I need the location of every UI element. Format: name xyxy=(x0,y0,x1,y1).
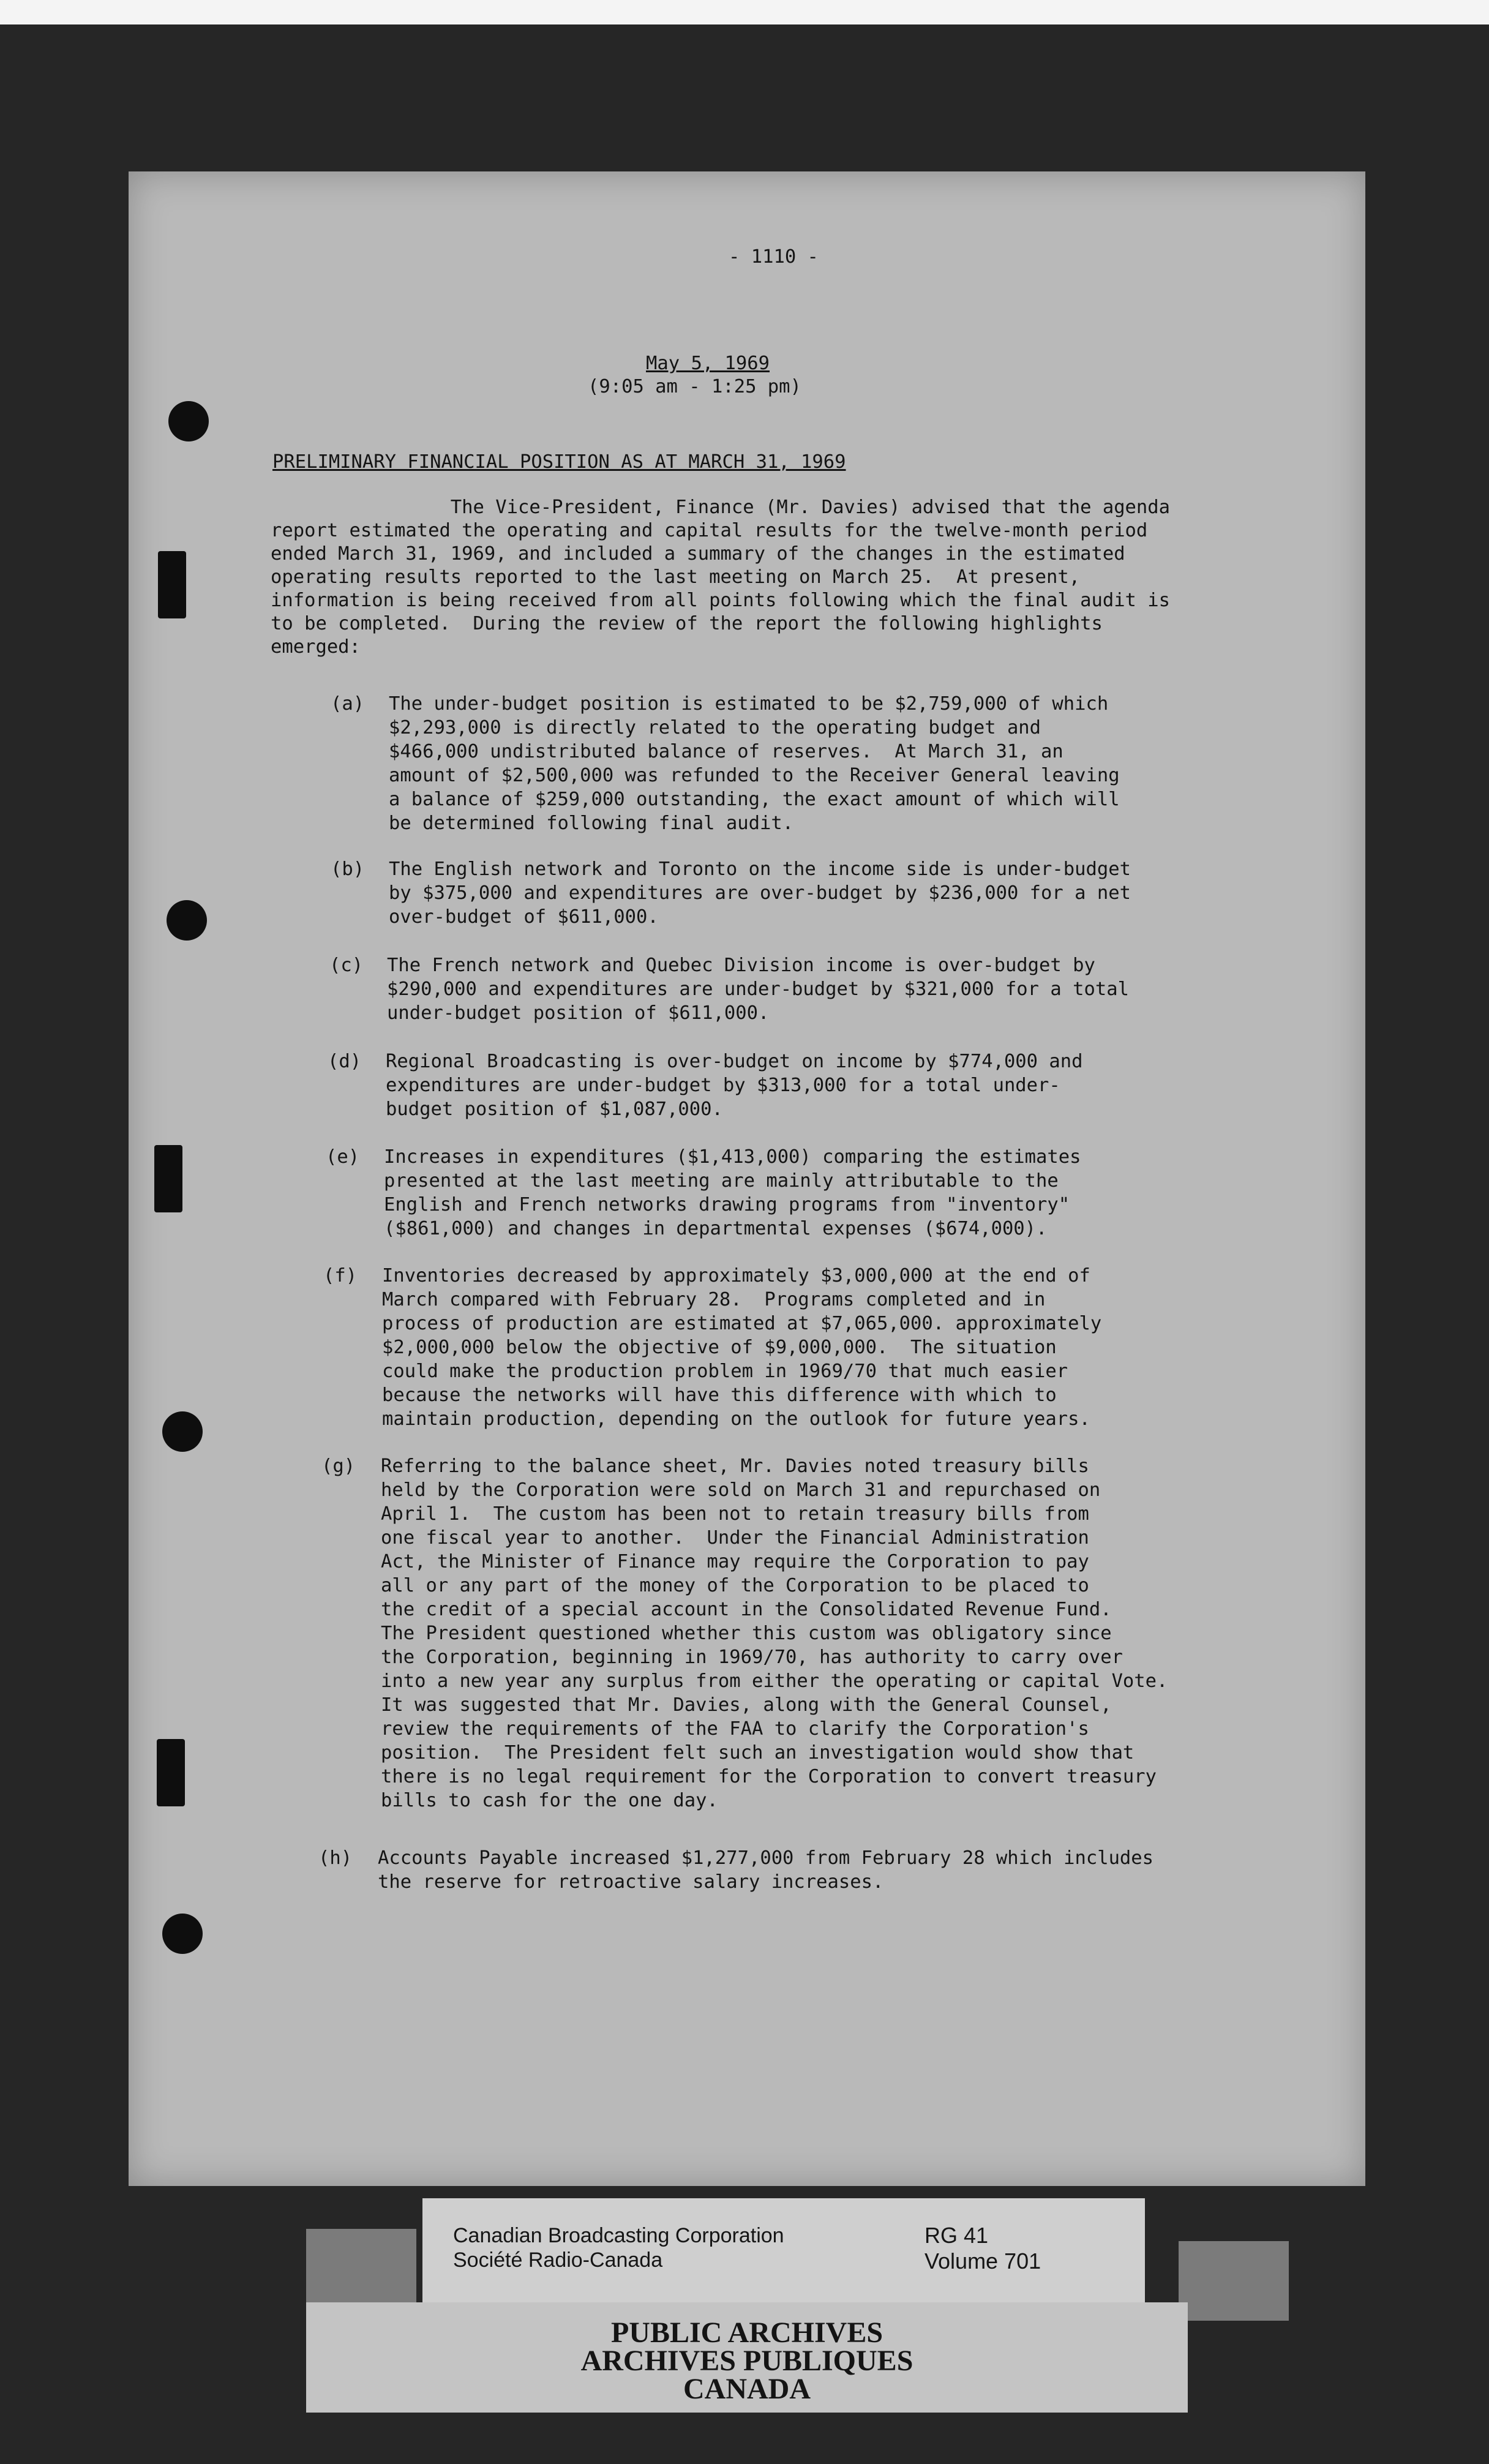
item-text-h: Accounts Payable increased $1,277,000 from February 28 which includes the reserve for retroactive salary increases. xyxy=(378,1847,1154,1893)
item-label-f: (f) xyxy=(323,1265,358,1286)
record-group: RG 41 xyxy=(925,2223,989,2248)
punch-hole xyxy=(162,1914,203,1954)
item-text-f: Inventories decreased by approximately $3,000,000 at the end of March compared with February 28. Programs completed and in process of production are estimated at $7,065,000. approximately $2,000,000 below the objective of $9,000,000. The situation could make the production problem in 1969/70 that much easier because the networks will have this difference with which to maintain production, depending on the outlook for future years. xyxy=(382,1265,1102,1430)
punch-slot xyxy=(158,551,186,618)
page-number: - 1110 - xyxy=(729,246,819,268)
archive-stamp xyxy=(306,2302,1188,2413)
stamp-line-2: ARCHIVES PUBLIQUES xyxy=(580,2345,913,2377)
item-label-e: (e) xyxy=(326,1146,360,1168)
archive-label-card xyxy=(422,2198,1145,2302)
punch-hole xyxy=(162,1411,203,1452)
binder-clip-left xyxy=(306,2229,416,2308)
punch-hole xyxy=(168,401,209,441)
punch-hole xyxy=(167,900,207,941)
item-text-g: Referring to the balance sheet, Mr. Davies noted treasury bills held by the Corporation were sold on March 31 and repurchased on April 1. The custom has been not to retain treasury bills from one fiscal year to another. Under the Financial Administration Act, the Minister of Finance may require the Corporation to pay all or any part of the money of the Corporation to be placed to the credit of a special account in the Consolidated Revenue Fund. The President questioned whether this custom was obligatory since the Corporation, beginning in 1969/70, has authority to carry over into a new year any surplus from either the operating or capital Vote. It was suggested that Mr. Davies, along with the General Counsel, review the requirements of the FAA to clarify the Corporation's position. The President felt such an investigation would show that there is no legal requirement for the Corporation to convert treasury bills to cash for the one day. xyxy=(381,1455,1168,1811)
item-text-e: Increases in expenditures ($1,413,000) comparing the estimates presented at the last meeting are mainly attributable to the English and French networks drawing programs from "inventory" ($861,000) and changes in departmental expenses ($674,000). xyxy=(384,1146,1081,1239)
meeting-date: May 5, 1969 xyxy=(646,353,770,374)
item-text-c: The French network and Quebec Division income is over-budget by $290,000 and expenditures are under-budget by $321,000 for a total under-budget position of $611,000. xyxy=(387,955,1129,1024)
item-text-d: Regional Broadcasting is over-budget on income by $774,000 and expenditures are under-budget by $313,000 for a total under- budget position of $1,087,000. xyxy=(386,1051,1083,1120)
item-label-a: (a) xyxy=(331,693,365,715)
item-label-c: (c) xyxy=(329,955,364,976)
archive-org-french: Société Radio-Canada xyxy=(453,2248,663,2272)
meeting-time: (9:05 am - 1:25 pm) xyxy=(588,376,801,397)
item-label-b: (b) xyxy=(331,858,365,880)
archive-org-english: Canadian Broadcasting Corporation xyxy=(453,2224,784,2247)
punch-slot xyxy=(157,1739,185,1806)
item-label-d: (d) xyxy=(328,1051,362,1072)
item-label-g: (g) xyxy=(321,1455,356,1477)
top-margin-strip xyxy=(0,0,1489,24)
punch-slot xyxy=(154,1145,182,1212)
stamp-line-3: CANADA xyxy=(683,2373,811,2405)
item-text-b: The English network and Toronto on the income side is under-budget by $375,000 and expenditures are over-budget by $236,000 for a net over-budget of $611,000. xyxy=(389,858,1131,928)
volume-number: Volume 701 xyxy=(925,2248,1041,2274)
intro-paragraph: The Vice-President, Finance (Mr. Davies) advised that the agenda report estimated the operating and capital results for the twelve-month period ended March 31, 1969, and included a summary of the changes in the estimated operating results reported to the last meeting on March 25. At present, information is being received from all points following which the final audit is to be completed. During the review of the report the following highlights emerged: xyxy=(271,497,1171,658)
section-heading: PRELIMINARY FINANCIAL POSITION AS AT MARCH 31, 1969 xyxy=(272,451,846,473)
item-text-a: The under-budget position is estimated to be $2,759,000 of which $2,293,000 is directly related to the operating budget and $466,000 undistributed balance of reserves. At March 31, an amount of $2,500,000 was refunded to the Receiver General leaving a balance of $259,000 outstanding, the exact amount of which will be determined following final audit. xyxy=(389,693,1120,834)
stamp-line-1: PUBLIC ARCHIVES xyxy=(610,2316,883,2349)
item-label-h: (h) xyxy=(318,1847,353,1869)
binder-clip-right xyxy=(1179,2241,1289,2321)
